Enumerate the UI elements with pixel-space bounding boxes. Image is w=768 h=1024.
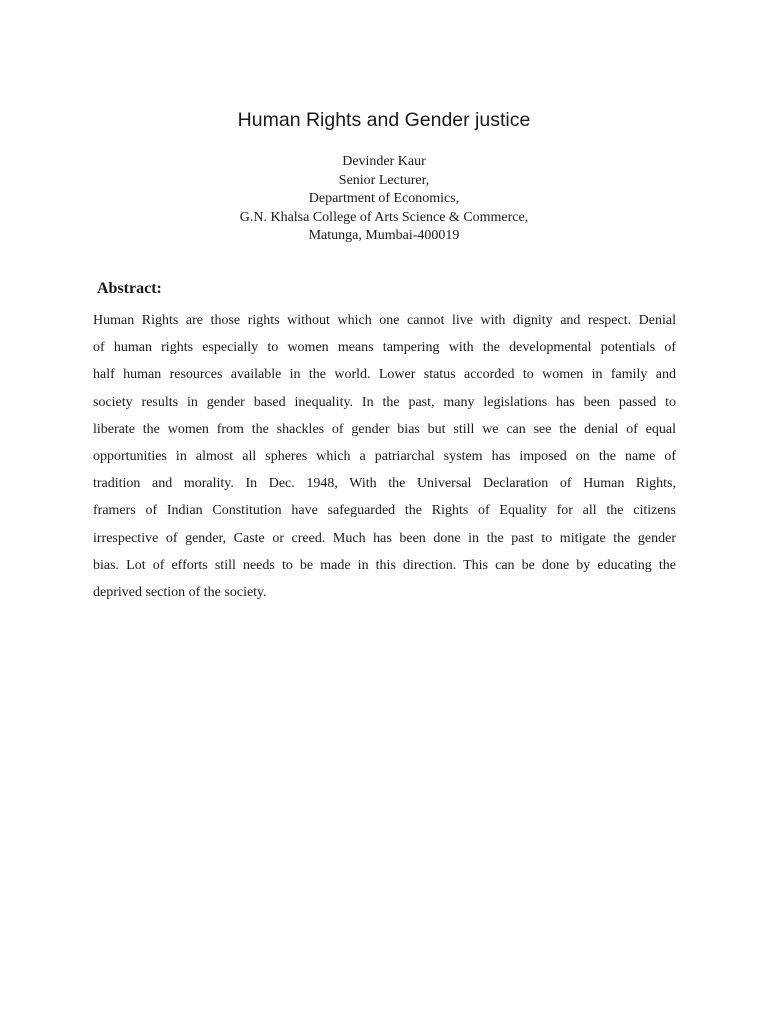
abstract-body bbox=[93, 307, 676, 606]
author-block bbox=[0, 153, 768, 246]
abstract-line: half human resources available in the world. Lower status accorded to women in family and bbox=[93, 367, 676, 383]
abstract-line: Human Rights are those rights without which one cannot live with dignity and respect. Denial bbox=[93, 313, 676, 328]
abstract-line: bias. Lot of efforts still needs to be made in this direction. This can be done by educating the bbox=[93, 557, 676, 573]
abstract-line: tradition and morality. In Dec. 1948, With the Universal Declaration of Human Rights, bbox=[93, 476, 676, 492]
abstract-heading: Abstract: bbox=[97, 280, 162, 297]
author-name: Devinder Kaur bbox=[342, 154, 426, 169]
abstract-line: deprived section of the society. bbox=[93, 584, 267, 600]
document-title: Human Rights and Gender justice bbox=[237, 109, 531, 131]
abstract-line: irrespective of gender, Caste or creed. Much has been done in the past to mitigate the gender bbox=[93, 530, 676, 546]
abstract-line: opportunities in almost all spheres which a patriarchal system has imposed on the name of bbox=[93, 448, 676, 464]
author-location: Matunga, Mumbai-400019 bbox=[308, 228, 460, 244]
abstract-line: society results in gender based inequality. In the past, many legislations has been passed to bbox=[93, 394, 676, 410]
abstract-line: liberate the women from the shackles of gender bias but still we can see the denial of equal bbox=[93, 421, 676, 437]
author-position: Senior Lecturer, bbox=[338, 172, 430, 188]
author-institution: G.N. Khalsa College of Arts Science & Commerce, bbox=[239, 209, 529, 225]
abstract-line: of human rights especially to women means tampering with the developmental potentials of bbox=[93, 340, 676, 356]
abstract-line: framers of Indian Constitution have safeguarded the Rights of Equality for all the citizens bbox=[93, 503, 676, 519]
author-department: Department of Economics, bbox=[308, 191, 460, 207]
